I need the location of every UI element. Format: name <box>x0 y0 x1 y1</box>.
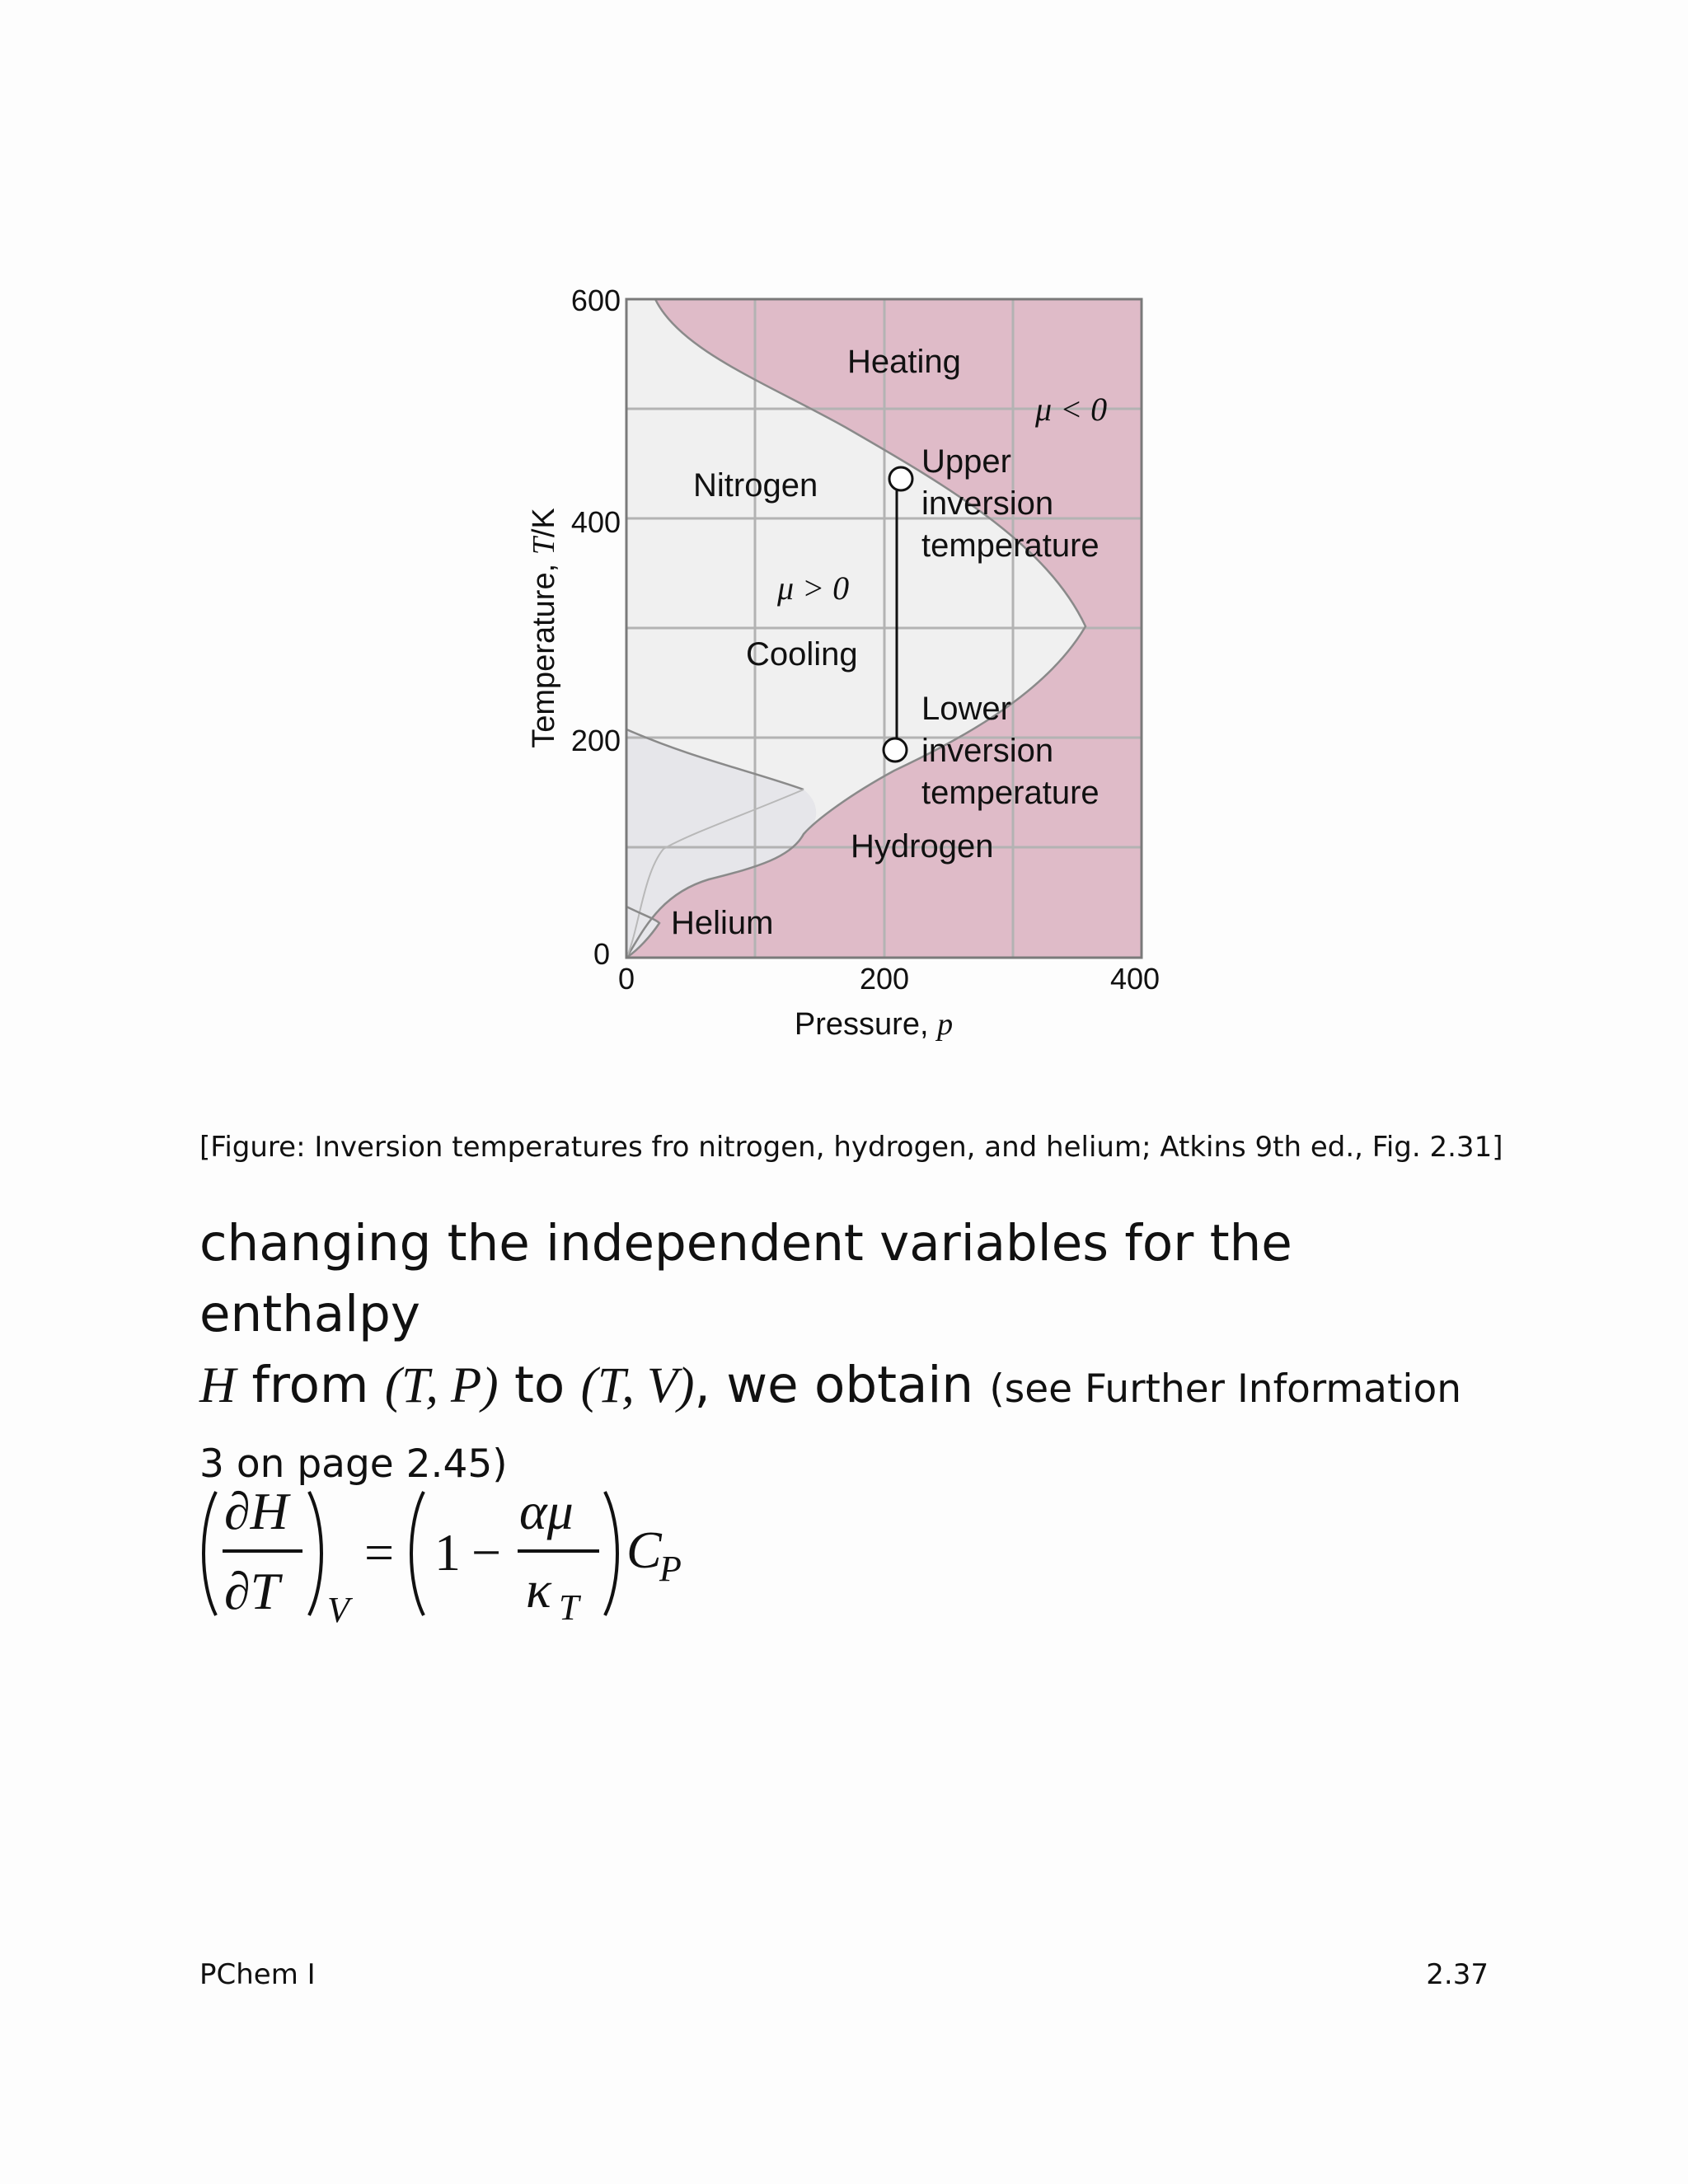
left-paren-open <box>204 1492 216 1615</box>
enthalpy-symbol: H <box>199 1358 237 1413</box>
y-tick-0: 0 <box>593 937 610 971</box>
footer-course-name: PChem I <box>199 1958 316 1991</box>
enthalpy-equation <box>199 1475 776 1640</box>
y-tick-200: 200 <box>570 724 621 757</box>
lower-label-line1: Lower <box>921 691 1011 727</box>
variables-tv: (T, V) <box>580 1358 695 1413</box>
y-axis-label: Temperature, T/K <box>527 508 561 748</box>
upper-label-line2: inversion <box>921 485 1054 522</box>
upper-label-line3: temperature <box>921 527 1100 564</box>
subscript-v: V <box>327 1590 349 1630</box>
partial-h: ∂H <box>224 1482 288 1540</box>
heat-capacity-c: C <box>626 1521 662 1579</box>
heating-label: Heating <box>847 344 961 380</box>
figure-caption: [Figure: Inversion temperatures fro nitrogen, hydrogen, and helium; Atkins 9th ed., Fig. 2.31] <box>199 1131 1503 1164</box>
paragraph-from: from <box>236 1356 385 1414</box>
paragraph-obtain: , we obtain <box>694 1356 990 1414</box>
right-paren-open <box>411 1492 424 1615</box>
upper-inversion-point <box>889 467 912 490</box>
alpha-mu: αμ <box>519 1482 574 1540</box>
body-paragraph <box>199 1208 1493 1500</box>
lower-inversion-point <box>884 738 907 762</box>
right-paren-close <box>605 1492 617 1615</box>
x-tick-0: 0 <box>617 962 635 996</box>
upper-label-line1: Upper <box>921 443 1011 480</box>
mu-negative-label: μ < 0 <box>1035 391 1108 428</box>
x-tick-400: 400 <box>1109 962 1160 996</box>
footer-page-number: 2.37 <box>1426 1958 1489 1991</box>
subscript-p: P <box>659 1549 682 1589</box>
left-paren-close <box>309 1492 321 1615</box>
lower-label-line3: temperature <box>921 775 1100 811</box>
cooling-label: Cooling <box>746 636 858 673</box>
mu-positive-label: μ > 0 <box>777 569 850 607</box>
y-tick-400: 400 <box>570 505 621 539</box>
kappa-subscript-t: T <box>559 1587 579 1628</box>
variables-tp: (T, P) <box>384 1358 499 1413</box>
inversion-temperature-figure <box>519 280 1195 1055</box>
kappa: κ <box>526 1560 551 1619</box>
one: 1 <box>434 1523 461 1582</box>
partial-t: ∂T <box>224 1562 280 1620</box>
x-axis-label: Pressure, p <box>794 1007 954 1042</box>
nitrogen-label: Nitrogen <box>693 467 818 504</box>
paragraph-line1: changing the independent variables for the enthalpy <box>199 1214 1292 1343</box>
further-information-note: (see Further Information 3 on page 2.45) <box>199 1366 1462 1487</box>
minus-sign: − <box>471 1523 502 1582</box>
equals-sign: = <box>364 1523 395 1582</box>
paragraph-to: to <box>498 1356 581 1414</box>
y-tick-600: 600 <box>570 284 621 317</box>
lower-label-line2: inversion <box>921 733 1054 769</box>
x-tick-200: 200 <box>859 962 910 996</box>
hydrogen-label: Hydrogen <box>851 828 994 865</box>
helium-label: Helium <box>671 905 774 941</box>
